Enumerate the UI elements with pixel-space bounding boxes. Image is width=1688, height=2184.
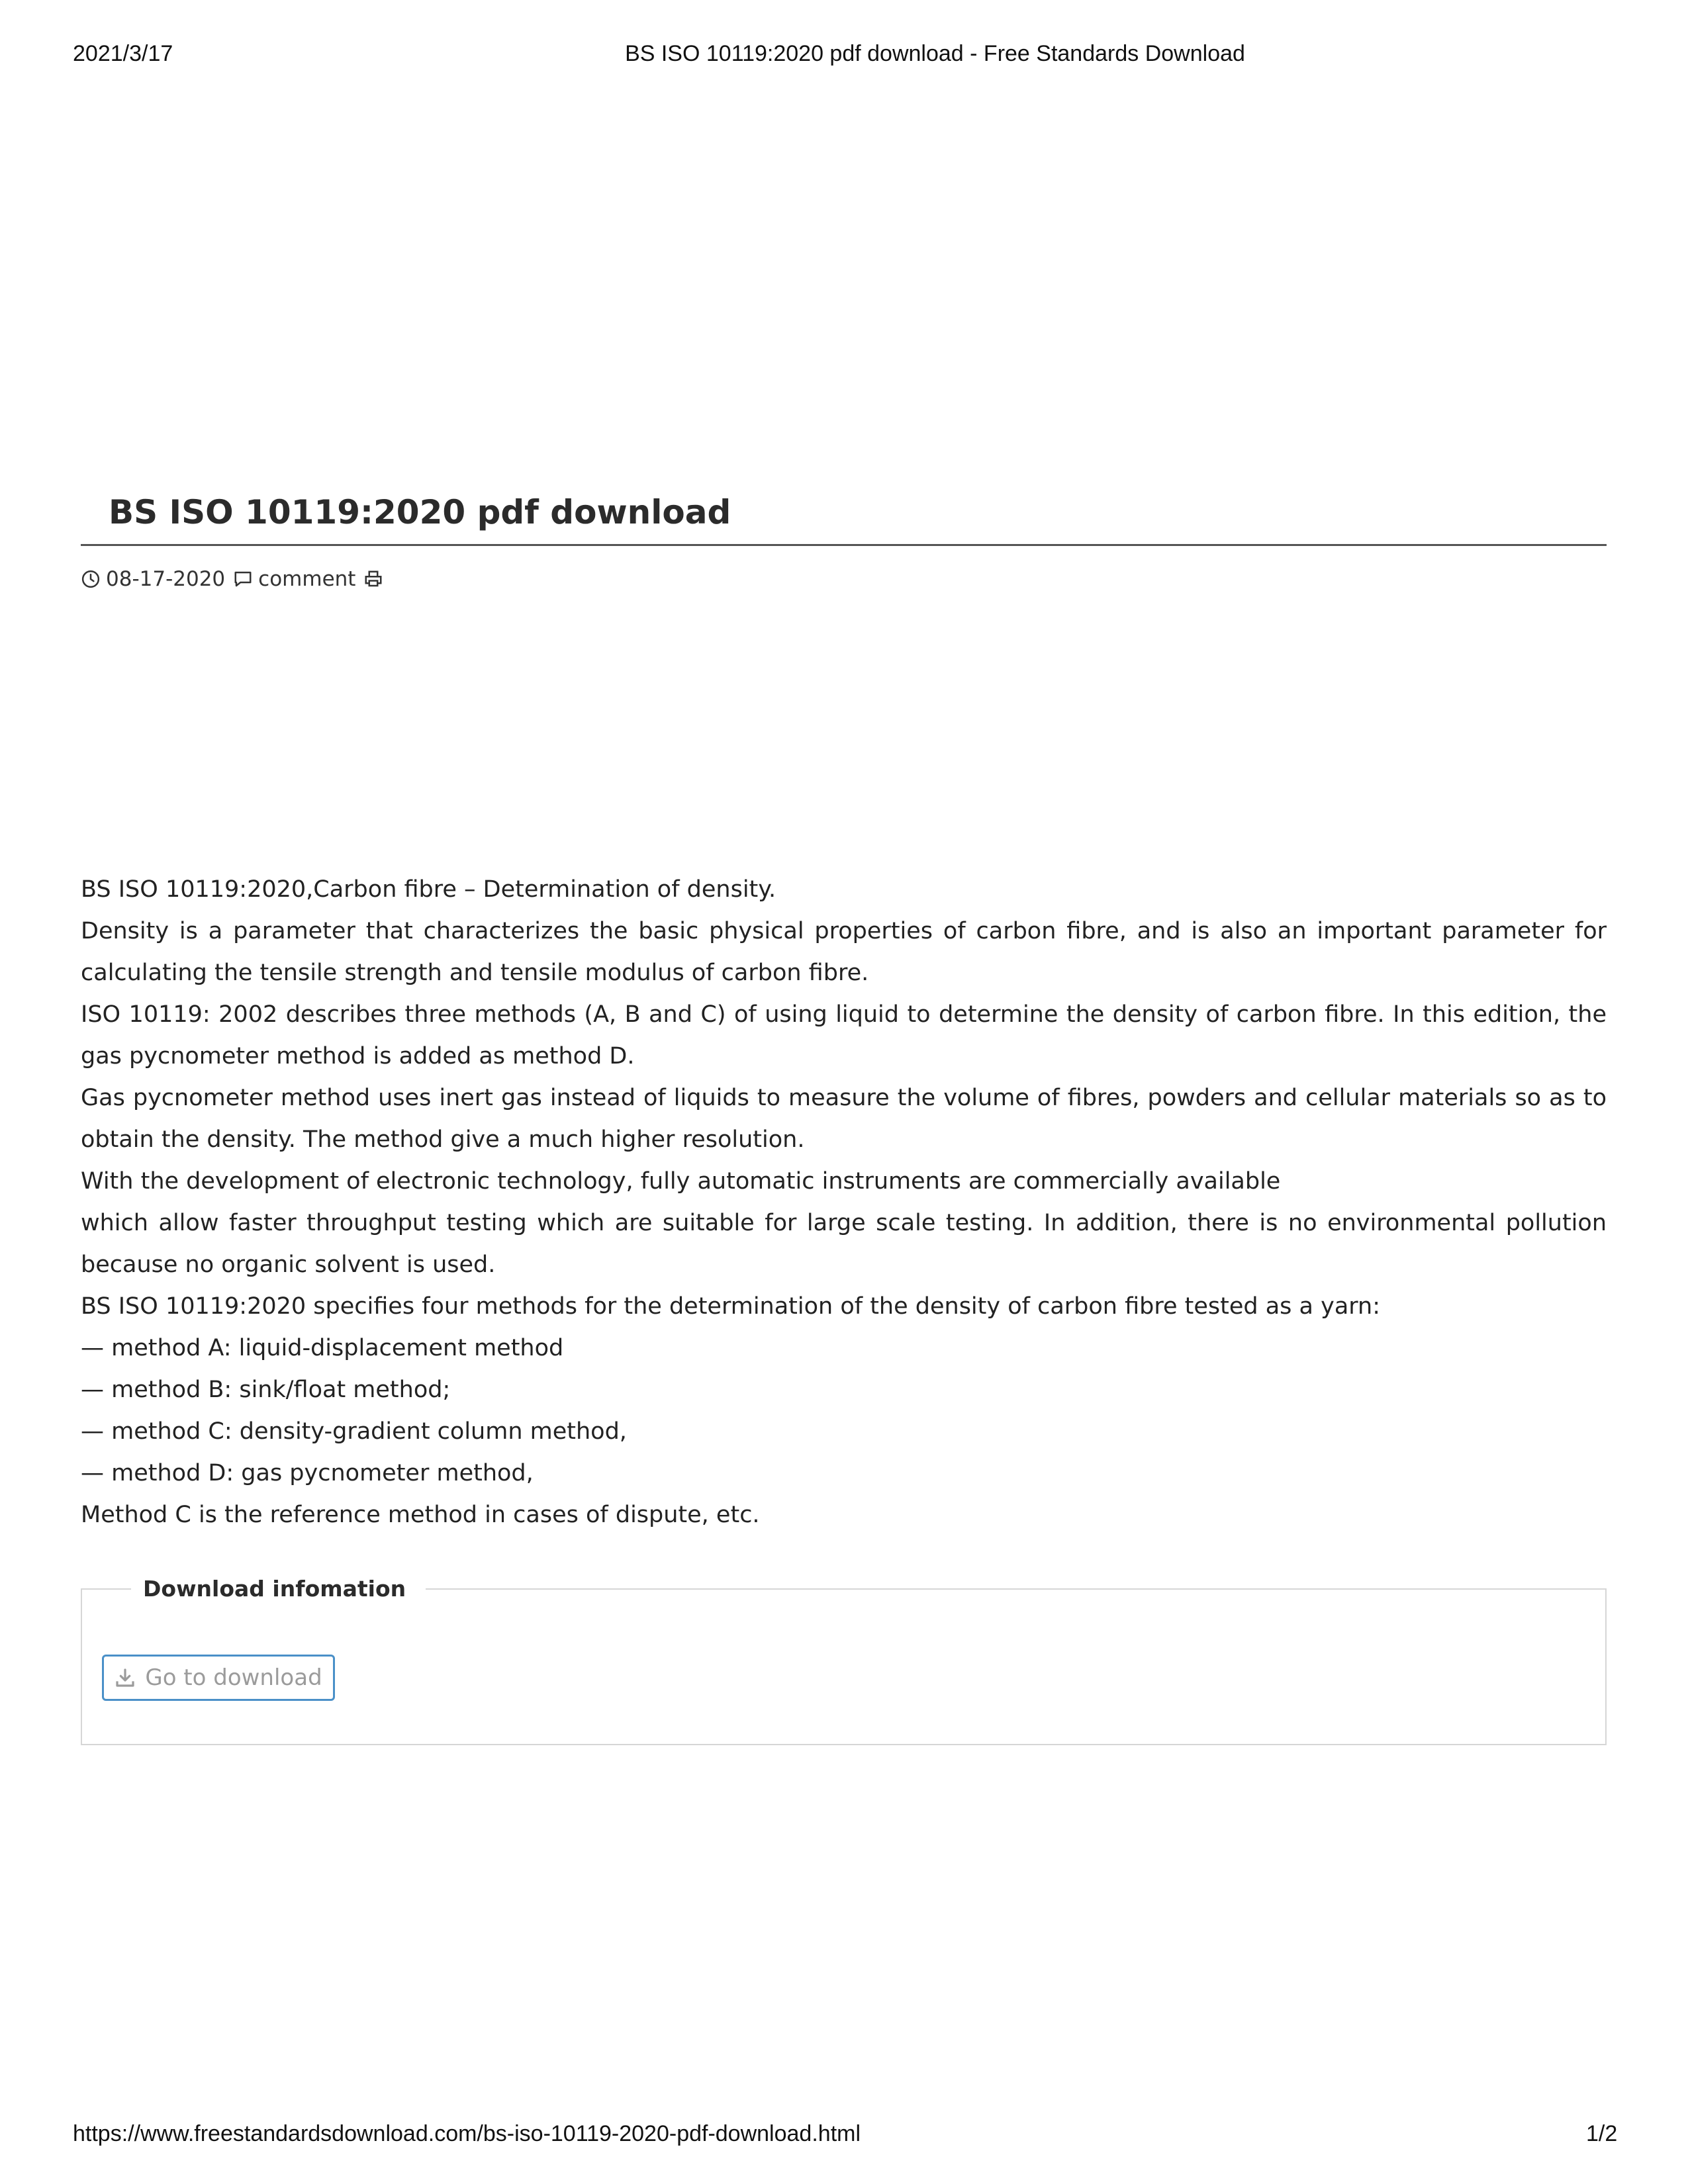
download-info-box bbox=[81, 1576, 1607, 1745]
method-list-item: — method A: liquid-displacement method bbox=[81, 1335, 564, 1361]
method-list-item: — method B: sink/float method; bbox=[81, 1377, 451, 1403]
download-icon bbox=[115, 1667, 136, 1688]
body-paragraph: BS ISO 10119:2020 specifies four methods for the determination of the density of carbon fibre tested as a yarn: bbox=[81, 1293, 1381, 1320]
print-page-title: BS ISO 10119:2020 pdf download - Free Standards Download bbox=[625, 41, 1245, 66]
body-paragraph: ISO 10119: 2002 describes three methods (A, B and C) of using liquid to determine the density of carbon fibre. In this edition, the gas pycnometer method is added as method D. bbox=[81, 1001, 1607, 1069]
print-icon[interactable] bbox=[363, 569, 383, 589]
article-body bbox=[81, 869, 1607, 1536]
download-info-legend: Download infomation bbox=[131, 1574, 426, 1604]
method-list-item: — method D: gas pycnometer method, bbox=[81, 1460, 534, 1486]
article-meta bbox=[81, 563, 1607, 595]
print-url: https://www.freestandardsdownload.com/bs-iso-10119-2020-pdf-download.html bbox=[73, 2121, 861, 2146]
body-paragraph: Density is a parameter that characterizes the basic physical properties of carbon fibre, and is also an important parameter for calculating the tensile strength and tensile modulus of carbon fibre. bbox=[81, 918, 1607, 986]
go-to-download-label: Go to download bbox=[145, 1664, 322, 1691]
article-title: BS ISO 10119:2020 pdf download bbox=[81, 490, 1607, 546]
print-page-number: 1/2 bbox=[1586, 2121, 1618, 2146]
body-paragraph: which allow faster throughput testing which are suitable for large scale testing. In addition, there is no environmental pollution because no organic solvent is used. bbox=[81, 1210, 1607, 1278]
print-header bbox=[0, 41, 1688, 70]
go-to-download-button[interactable] bbox=[102, 1655, 335, 1701]
body-paragraph: BS ISO 10119:2020,Carbon fibre – Determination of density. bbox=[81, 876, 776, 903]
print-footer bbox=[0, 2121, 1688, 2150]
article-header bbox=[81, 490, 1607, 595]
body-paragraph: Gas pycnometer method uses inert gas instead of liquids to measure the volume of fibres, powders and cellular materials so as to obtain the density. The method give a much higher resolution. bbox=[81, 1085, 1607, 1153]
print-date: 2021/3/17 bbox=[73, 41, 173, 66]
method-list-item: — method C: density-gradient column method, bbox=[81, 1418, 627, 1445]
body-paragraph: Method C is the reference method in cases of dispute, etc. bbox=[81, 1502, 760, 1528]
comment-link[interactable]: comment bbox=[258, 567, 356, 591]
post-date: 08-17-2020 bbox=[106, 567, 226, 591]
body-paragraph: With the development of electronic technology, fully automatic instruments are commercially available bbox=[81, 1168, 1281, 1195]
comment-icon[interactable] bbox=[233, 569, 253, 589]
clock-icon bbox=[81, 569, 101, 589]
